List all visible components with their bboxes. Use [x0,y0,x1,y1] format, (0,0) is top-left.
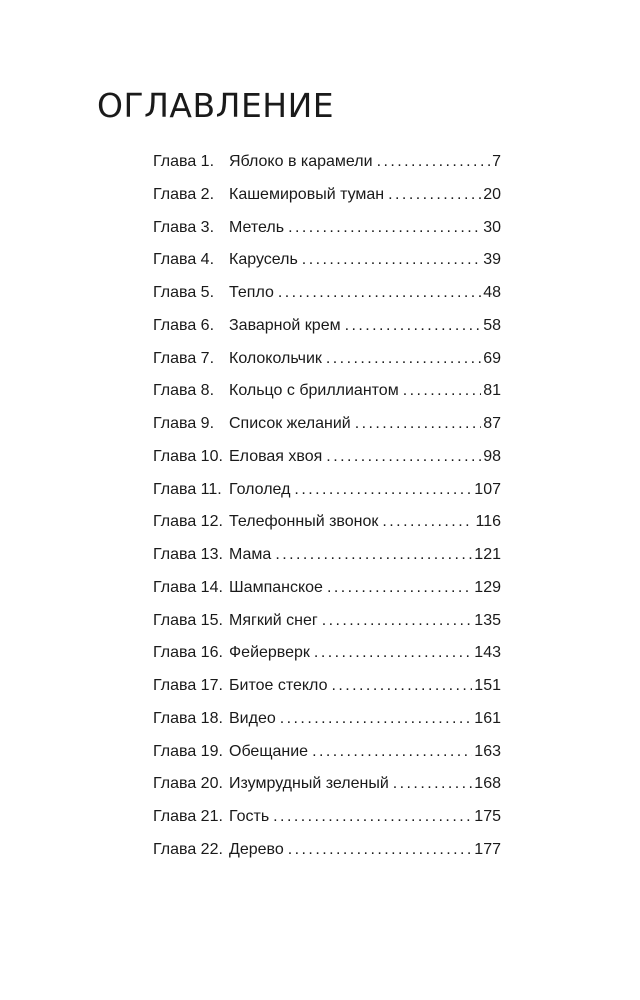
chapter-label: Глава 4. [153,251,215,269]
toc-entry [153,179,501,212]
dot-leader [393,768,473,801]
chapter-title: Тепло [229,284,274,301]
dot-leader [355,408,482,441]
page-number: 121 [474,546,501,563]
dot-leader [327,572,472,605]
page-number: 116 [475,513,501,531]
chapter-label: Глава 21. [153,808,223,825]
page-number: 69 [483,349,501,367]
toc-entry [153,506,501,539]
chapter-label: Глава 9. [153,415,215,432]
dot-leader [294,474,472,507]
chapter-label: Глава 1. [153,153,215,170]
chapter-label: Глава 19. [153,742,223,760]
chapter-title: Гость [229,808,270,825]
chapter-title: Список желаний [229,415,351,432]
chapter-label: Глава 11. [153,480,222,498]
dot-leader [377,146,491,179]
chapter-label: Глава 8. [153,382,215,400]
page-number: 87 [483,415,501,432]
dot-leader [280,703,473,736]
dot-leader [331,670,472,703]
dot-leader [302,244,481,277]
toc-entry [153,474,501,507]
chapter-title: Мама [229,546,272,563]
page-number: 39 [483,251,501,269]
chapter-label: Глава 7. [153,349,215,367]
toc-entry [153,768,501,801]
toc-entry [153,408,501,441]
toc-entry [153,605,501,638]
toc-entry [153,572,501,605]
dot-leader [312,736,472,769]
dot-leader [382,506,473,539]
page-number: 175 [474,808,501,825]
page-number: 161 [474,709,501,727]
chapter-title: Битое стекло [229,677,328,694]
page-number: 129 [474,578,501,596]
dot-leader [275,539,472,572]
chapter-label: Глава 20. [153,775,223,793]
chapter-label: Глава 13. [153,546,223,563]
chapter-title: Мягкий снег [229,611,318,629]
dot-leader [326,343,481,376]
chapter-title: Изумрудный зеленый [229,775,389,793]
chapter-label: Глава 15. [153,611,223,629]
dot-leader [314,637,472,670]
toc-entry [153,801,501,834]
dot-leader [345,310,482,343]
toc-entry [153,212,501,245]
chapter-label: Глава 10. [153,447,223,465]
page-number: 81 [483,382,501,400]
dot-leader [388,179,481,212]
toc-entry [153,375,501,408]
chapter-title: Кашемировый туман [229,185,385,203]
dot-leader [326,441,481,474]
dot-leader [273,801,472,834]
chapter-label: Глава 18. [153,709,223,727]
page-number: 98 [483,447,501,465]
page-number: 30 [483,218,501,236]
toc-entry [153,670,501,703]
page-number: 151 [474,677,501,694]
chapter-title: Яблоко в карамели [229,153,373,170]
page-number: 143 [474,644,501,662]
chapter-label: Глава 14. [153,578,223,596]
chapter-label: Глава 2. [153,185,215,203]
chapter-title: Шампанское [229,578,323,596]
toc-entry [153,277,501,310]
chapter-title: Карусель [229,251,298,269]
page-number: 177 [474,840,501,858]
page-number: 48 [483,284,501,301]
toc-entry [153,441,501,474]
dot-leader [288,834,473,867]
page-number: 7 [492,153,501,170]
dot-leader [288,212,481,245]
chapter-title: Телефонный звонок [229,513,379,531]
toc-entry [153,244,501,277]
chapter-title: Метель [229,218,285,236]
toc-entry [153,146,501,179]
chapter-title: Обещание [229,742,309,760]
chapter-label: Глава 22. [153,840,223,858]
page-number: 163 [474,742,501,760]
toc-entry [153,703,501,736]
chapter-label: Глава 12. [153,513,223,531]
chapter-label: Глава 6. [153,316,215,334]
toc-entry [153,834,501,867]
dot-leader [278,277,481,310]
chapter-title: Еловая хвоя [229,447,323,465]
page-number: 107 [474,480,501,498]
chapter-label: Глава 5. [153,284,215,301]
chapter-title: Дерево [229,840,284,858]
toc-entry [153,343,501,376]
chapter-title: Кольцо с бриллиантом [229,382,399,400]
page-number: 20 [483,185,501,203]
dot-leader [322,605,473,638]
toc-entry [153,637,501,670]
chapter-title: Видео [229,709,276,727]
chapter-label: Глава 3. [153,218,215,236]
page-number: 168 [474,775,501,793]
page-number: 135 [474,611,501,629]
dot-leader [403,375,482,408]
chapter-label: Глава 16. [153,644,223,662]
chapter-label: Глава 17. [153,677,223,694]
chapter-title: Гололед [229,480,291,498]
page-title: ОГЛАВЛЕНИЕ [97,86,335,125]
chapter-title: Фейерверк [229,644,310,662]
chapter-title: Заварной крем [229,316,341,334]
page-number: 58 [483,316,501,334]
chapter-title: Колокольчик [229,349,322,367]
toc-entry [153,539,501,572]
toc-entry [153,310,501,343]
toc-entry [153,736,501,769]
table-of-contents [153,146,501,867]
